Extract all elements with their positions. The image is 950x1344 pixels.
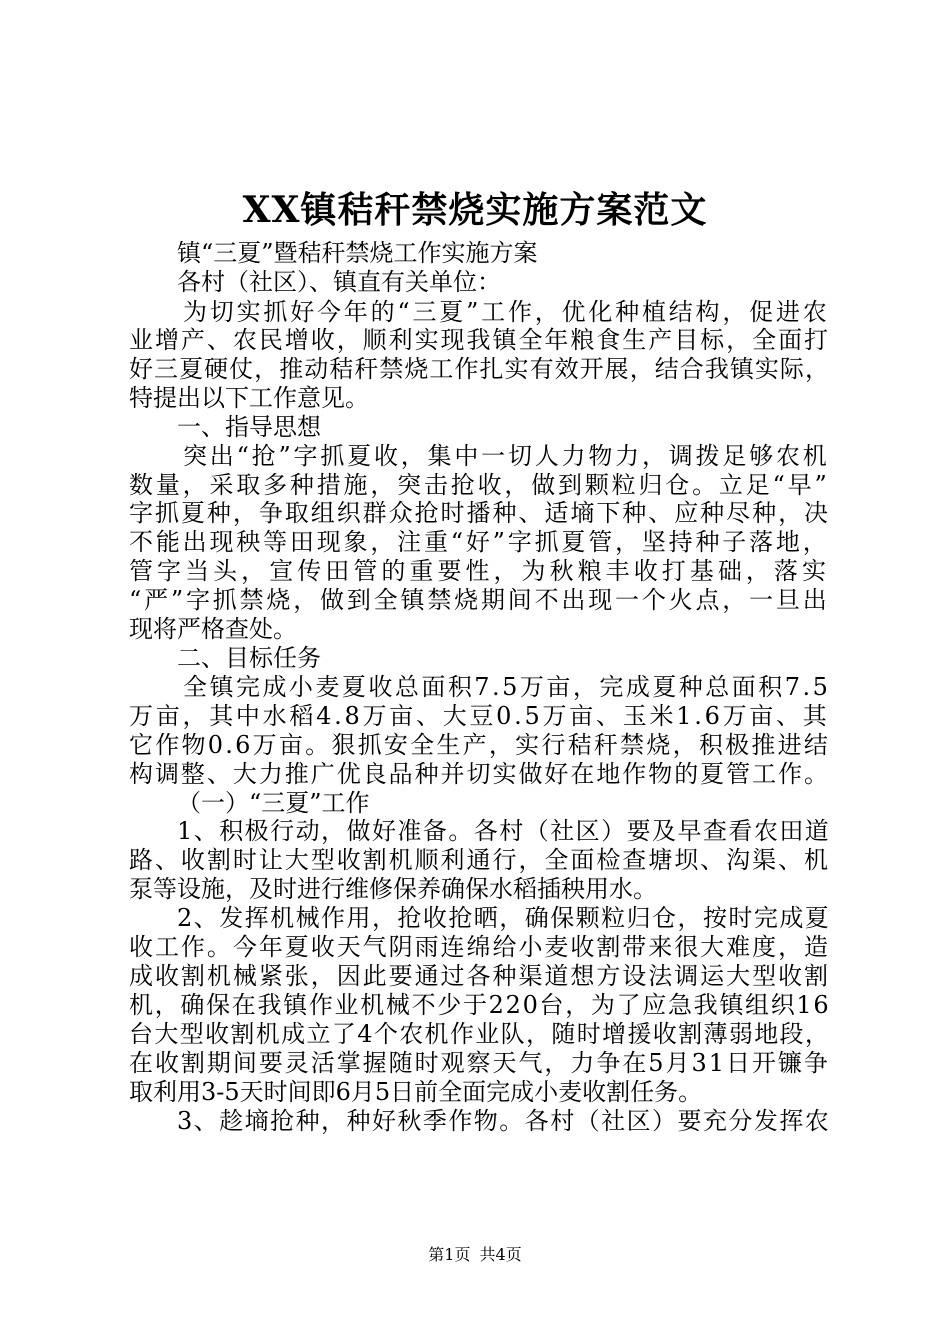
text-line: （一）“三夏”工作 xyxy=(177,789,370,817)
page-number: 第1页 xyxy=(428,1245,471,1264)
text-line: 字抓夏种，争取组织群众抢时播种、适墒下种、应种尽种，决 xyxy=(129,499,830,527)
text-line: 成收割机械紧张，因此要通过各种渠道想方设法调运大型收割 xyxy=(129,962,830,990)
text-line: 1、积极行动，做好准备。各村（社区）要及早查看农田道 xyxy=(177,817,831,845)
text-line: 取利用3-5天时间即6月5日前全面完成小麦收割任务。 xyxy=(129,1078,703,1106)
text-line: 突出“抢”字抓夏收，集中一切人力物力，调拨足够农机 xyxy=(183,442,830,470)
text-line: 数量，采取多种措施，突击抢收，做到颗粒归仓。立足“早” xyxy=(129,471,830,499)
text-line: 各村（社区）、镇直有关单位： xyxy=(177,268,501,296)
text-line: 好三夏硬仗，推动秸秆禁烧工作扎实有效开展，结合我镇实际， xyxy=(129,355,830,383)
text-line: 管字当头，宣传田管的重要性，为秋粮丰收打基础，落实 xyxy=(129,557,830,585)
text-line: 为切实抓好今年的“三夏”工作，优化种植结构，促进农 xyxy=(183,298,830,326)
text-line: 镇“三夏”暨秸秆禁烧工作实施方案 xyxy=(177,239,538,267)
text-line: 不能出现秧等田现象，注重“好”字抓夏管，坚持种子落地， xyxy=(129,528,830,556)
text-line: 万亩，其中水稻4.8万亩、大豆0.5万亩、玉米1.6万亩、其 xyxy=(129,702,830,730)
page-footer xyxy=(0,1245,950,1265)
text-line: 在收割期间要灵活掌握随时观察天气，力争在5月31日开镰争 xyxy=(129,1049,830,1077)
text-line: 机，确保在我镇作业机械不少于220台，为了应急我镇组织16 xyxy=(129,991,831,1019)
text-line: 路、收割时让大型收割机顺利通行，全面检查塘坝、沟渠、机 xyxy=(129,846,830,874)
text-line: 业增产、农民增收，顺利实现我镇全年粮食生产目标，全面打 xyxy=(129,326,830,354)
text-line: 泵等设施，及时进行维修保养确保水稻插秧用水。 xyxy=(129,875,657,903)
document-title: XX镇秸秆禁烧实施方案范文 xyxy=(242,189,708,231)
text-line: 全镇完成小麦夏收总面积7.5万亩，完成夏种总面积7.5 xyxy=(183,673,831,701)
text-line: 收工作。今年夏收天气阴雨连绵给小麦收割带来很大难度，造 xyxy=(129,933,830,961)
text-line: 现将严格查处。 xyxy=(129,615,297,643)
text-line: 2、发挥机械作用，抢收抢晒，确保颗粒归仓，按时完成夏 xyxy=(177,904,831,932)
text-line: “严”字抓禁烧，做到全镇禁烧期间不出现一个火点，一旦出 xyxy=(129,586,830,614)
page-total: 共4页 xyxy=(479,1245,522,1264)
text-line: 构调整、大力推广优良品种并切实做好在地作物的夏管工作。 xyxy=(129,760,830,788)
text-line: 二、目标任务 xyxy=(177,644,321,672)
text-line: 3、趁墒抢种，种好秋季作物。各村（社区）要充分发挥农 xyxy=(177,1107,831,1135)
text-line: 它作物0.6万亩。狠抓安全生产，实行秸秆禁烧，积极推进结 xyxy=(129,731,831,759)
text-line: 一、指导思想 xyxy=(177,413,321,441)
text-line: 特提出以下工作意见。 xyxy=(129,384,369,412)
text-line: 台大型收割机成立了4个农机作业队，随时增援收割薄弱地段， xyxy=(129,1020,831,1048)
